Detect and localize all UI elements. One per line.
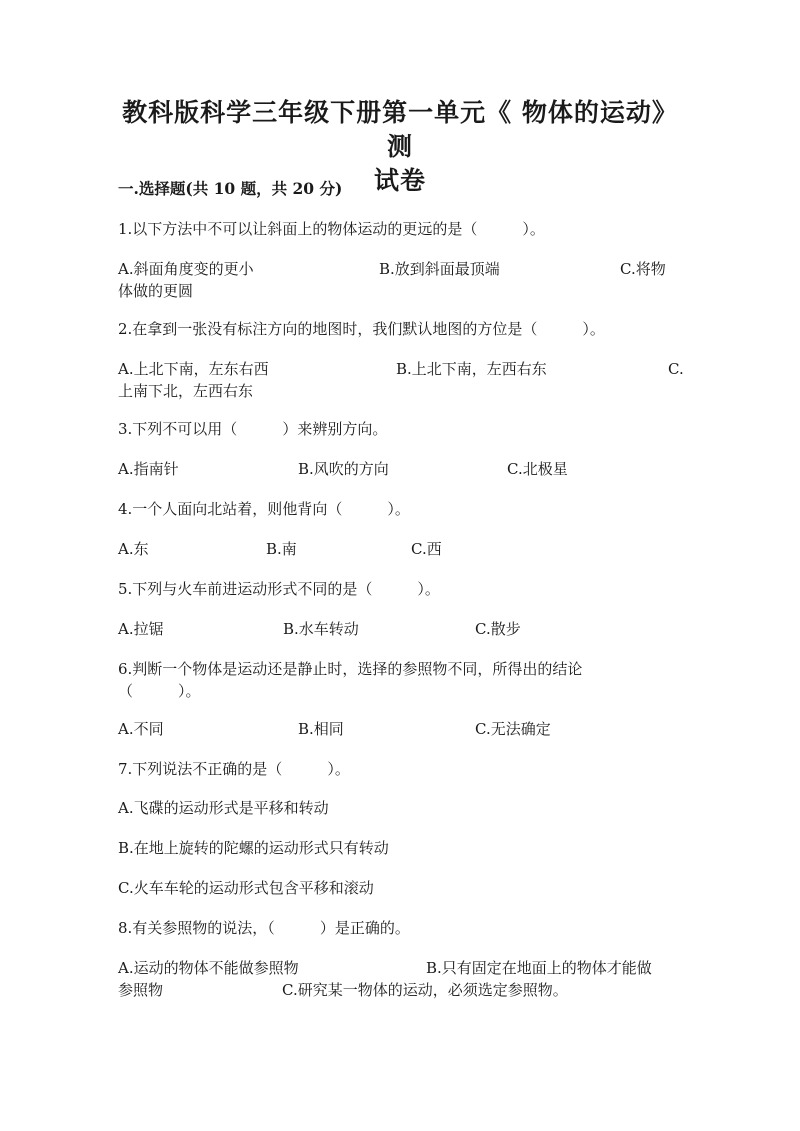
question-8-option-a: A.运动的物体不能做参照物 (118, 959, 299, 977)
question-5-option-a: A.拉锯 (118, 620, 164, 638)
question-8-option-c: C.研究某一物体的运动，必须选定参照物。 (282, 981, 568, 999)
question-1-stem: 1.以下方法中不可以让斜面上的物体运动的更远的是（ ）。 (118, 220, 545, 238)
question-6-stem: 6.判断一个物体是运动还是静止时，选择的参照物不同，所得出的结论 (118, 660, 583, 678)
question-3-option-a: A.指南针 (118, 460, 179, 478)
question-7-stem: 7.下列说法不正确的是（ ）。 (118, 760, 350, 778)
question-7-option-b: B.在地上旋转的陀螺的运动形式只有转动 (118, 839, 389, 857)
question-6-stem-continuation: （ ）。 (118, 682, 201, 700)
section-heading: 一.选择题(共 10 题，共 20 分) (118, 179, 343, 198)
question-6-option-a: A.不同 (118, 720, 164, 738)
question-4-option-b: B.南 (266, 540, 297, 558)
question-8-option-b: B.只有固定在地面上的物体才能做 (426, 959, 652, 977)
question-5-stem: 5.下列与火车前进运动形式不同的是（ ）。 (118, 580, 440, 598)
question-5-option-b: B.水车转动 (283, 620, 359, 638)
question-1-option-b: B.放到斜面最顶端 (379, 260, 500, 278)
question-8-stem: 8.有关参照物的说法，（ ）是正确的。 (118, 919, 410, 937)
question-4-option-a: A.东 (118, 540, 149, 558)
title-line-2: 试卷 (373, 166, 426, 195)
question-2-option-c-continuation: 上南下北，左西右东 (118, 382, 254, 400)
question-2-option-c: C. (668, 360, 684, 378)
question-5-option-c: C.散步 (475, 620, 521, 638)
question-4-option-c: C.西 (411, 540, 442, 558)
question-1-option-c-continuation: 体做的更圆 (118, 282, 194, 300)
question-1-option-a: A.斜面角度变的更小 (118, 260, 254, 278)
question-1-option-c: C.将物 (620, 260, 666, 278)
question-7-option-c: C.火车车轮的运动形式包含平移和滚动 (118, 879, 374, 897)
question-4-stem: 4.一个人面向北站着，则他背向（ ）。 (118, 500, 410, 518)
question-7-option-a: A.飞碟的运动形式是平移和转动 (118, 799, 329, 817)
question-2-option-b: B.上北下南，左西右东 (396, 360, 547, 378)
question-3-option-c: C.北极星 (507, 460, 568, 478)
question-3-stem: 3.下列不可以用（ ）来辨别方向。 (118, 420, 388, 438)
question-2-option-a: A.上北下南，左东右西 (118, 360, 269, 378)
title-line-1: 教科版科学三年级下册第一单元《 物体的运动》测 (122, 98, 678, 161)
question-3-option-b: B.风吹的方向 (298, 460, 389, 478)
question-6-option-c: C.无法确定 (475, 720, 551, 738)
question-6-option-b: B.相同 (298, 720, 344, 738)
question-2-stem: 2.在拿到一张没有标注方向的地图时，我们默认地图的方位是（ ）。 (118, 320, 605, 338)
question-8-option-b-continuation: 参照物 (118, 981, 164, 999)
